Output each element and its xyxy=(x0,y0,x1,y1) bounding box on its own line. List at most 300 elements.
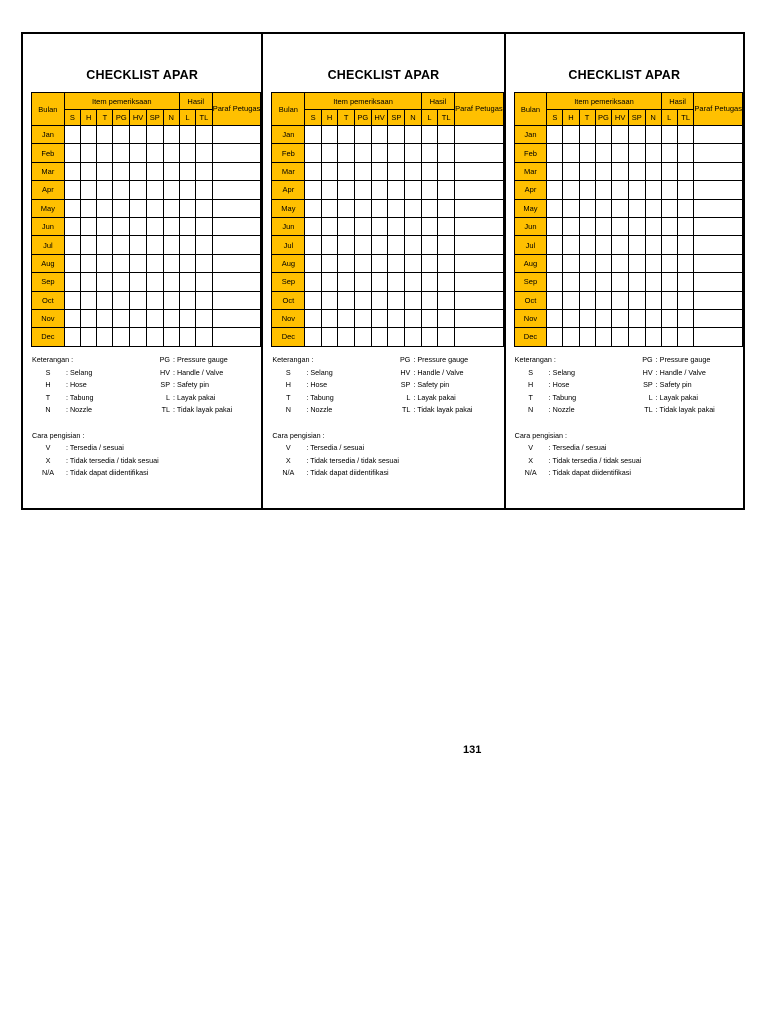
check-cell[interactable] xyxy=(321,144,338,162)
check-cell[interactable] xyxy=(97,181,113,199)
check-cell[interactable] xyxy=(97,162,113,180)
check-cell[interactable] xyxy=(661,199,677,217)
check-cell[interactable] xyxy=(661,273,677,291)
check-cell[interactable] xyxy=(612,309,629,327)
check-cell[interactable] xyxy=(645,309,661,327)
check-cell[interactable] xyxy=(371,328,388,346)
check-cell[interactable] xyxy=(421,181,438,199)
check-cell[interactable] xyxy=(179,254,195,272)
check-cell[interactable] xyxy=(81,236,97,254)
check-cell[interactable] xyxy=(547,199,563,217)
check-cell[interactable] xyxy=(438,162,455,180)
check-cell[interactable] xyxy=(354,254,371,272)
check-cell[interactable] xyxy=(645,291,661,309)
check-cell[interactable] xyxy=(354,273,371,291)
check-cell[interactable] xyxy=(628,199,645,217)
check-cell[interactable] xyxy=(163,291,179,309)
check-cell[interactable] xyxy=(595,126,612,144)
check-cell[interactable] xyxy=(179,199,195,217)
check-cell[interactable] xyxy=(163,162,179,180)
check-cell[interactable] xyxy=(212,162,261,180)
check-cell[interactable] xyxy=(677,273,694,291)
check-cell[interactable] xyxy=(130,254,147,272)
check-cell[interactable] xyxy=(421,328,438,346)
check-cell[interactable] xyxy=(388,144,405,162)
check-cell[interactable] xyxy=(405,309,422,327)
check-cell[interactable] xyxy=(547,273,563,291)
check-cell[interactable] xyxy=(661,309,677,327)
check-cell[interactable] xyxy=(321,181,338,199)
check-cell[interactable] xyxy=(146,144,163,162)
check-cell[interactable] xyxy=(579,309,595,327)
check-cell[interactable] xyxy=(81,181,97,199)
check-cell[interactable] xyxy=(563,309,579,327)
check-cell[interactable] xyxy=(212,199,261,217)
check-cell[interactable] xyxy=(113,144,130,162)
check-cell[interactable] xyxy=(305,199,321,217)
check-cell[interactable] xyxy=(455,328,504,346)
check-cell[interactable] xyxy=(338,217,354,235)
check-cell[interactable] xyxy=(405,144,422,162)
check-cell[interactable] xyxy=(455,144,504,162)
check-cell[interactable] xyxy=(694,236,743,254)
check-cell[interactable] xyxy=(612,291,629,309)
check-cell[interactable] xyxy=(612,328,629,346)
check-cell[interactable] xyxy=(628,181,645,199)
check-cell[interactable] xyxy=(212,273,261,291)
check-cell[interactable] xyxy=(146,254,163,272)
check-cell[interactable] xyxy=(438,126,455,144)
check-cell[interactable] xyxy=(64,181,80,199)
check-cell[interactable] xyxy=(405,126,422,144)
check-cell[interactable] xyxy=(163,181,179,199)
check-cell[interactable] xyxy=(612,144,629,162)
check-cell[interactable] xyxy=(196,273,213,291)
check-cell[interactable] xyxy=(64,162,80,180)
check-cell[interactable] xyxy=(97,328,113,346)
check-cell[interactable] xyxy=(628,162,645,180)
check-cell[interactable] xyxy=(661,144,677,162)
check-cell[interactable] xyxy=(113,162,130,180)
check-cell[interactable] xyxy=(113,291,130,309)
check-cell[interactable] xyxy=(113,309,130,327)
check-cell[interactable] xyxy=(305,254,321,272)
check-cell[interactable] xyxy=(305,236,321,254)
check-cell[interactable] xyxy=(388,273,405,291)
check-cell[interactable] xyxy=(130,162,147,180)
check-cell[interactable] xyxy=(81,273,97,291)
check-cell[interactable] xyxy=(146,291,163,309)
check-cell[interactable] xyxy=(196,236,213,254)
check-cell[interactable] xyxy=(405,291,422,309)
check-cell[interactable] xyxy=(321,162,338,180)
check-cell[interactable] xyxy=(595,162,612,180)
check-cell[interactable] xyxy=(305,328,321,346)
check-cell[interactable] xyxy=(677,126,694,144)
check-cell[interactable] xyxy=(563,254,579,272)
check-cell[interactable] xyxy=(371,217,388,235)
check-cell[interactable] xyxy=(354,126,371,144)
check-cell[interactable] xyxy=(677,309,694,327)
check-cell[interactable] xyxy=(579,217,595,235)
check-cell[interactable] xyxy=(405,181,422,199)
check-cell[interactable] xyxy=(212,126,261,144)
check-cell[interactable] xyxy=(388,291,405,309)
check-cell[interactable] xyxy=(371,254,388,272)
check-cell[interactable] xyxy=(547,126,563,144)
check-cell[interactable] xyxy=(81,254,97,272)
check-cell[interactable] xyxy=(595,273,612,291)
check-cell[interactable] xyxy=(146,236,163,254)
check-cell[interactable] xyxy=(694,199,743,217)
check-cell[interactable] xyxy=(338,309,354,327)
check-cell[interactable] xyxy=(212,217,261,235)
check-cell[interactable] xyxy=(694,181,743,199)
check-cell[interactable] xyxy=(196,328,213,346)
check-cell[interactable] xyxy=(661,162,677,180)
check-cell[interactable] xyxy=(547,254,563,272)
check-cell[interactable] xyxy=(64,328,80,346)
check-cell[interactable] xyxy=(612,199,629,217)
check-cell[interactable] xyxy=(163,126,179,144)
check-cell[interactable] xyxy=(547,144,563,162)
check-cell[interactable] xyxy=(338,236,354,254)
check-cell[interactable] xyxy=(661,181,677,199)
check-cell[interactable] xyxy=(113,217,130,235)
check-cell[interactable] xyxy=(81,126,97,144)
check-cell[interactable] xyxy=(455,291,504,309)
check-cell[interactable] xyxy=(179,126,195,144)
check-cell[interactable] xyxy=(405,199,422,217)
check-cell[interactable] xyxy=(455,126,504,144)
check-cell[interactable] xyxy=(661,254,677,272)
check-cell[interactable] xyxy=(579,181,595,199)
check-cell[interactable] xyxy=(595,144,612,162)
check-cell[interactable] xyxy=(677,181,694,199)
check-cell[interactable] xyxy=(130,217,147,235)
check-cell[interactable] xyxy=(338,273,354,291)
check-cell[interactable] xyxy=(388,254,405,272)
check-cell[interactable] xyxy=(563,291,579,309)
check-cell[interactable] xyxy=(321,273,338,291)
check-cell[interactable] xyxy=(371,273,388,291)
check-cell[interactable] xyxy=(163,254,179,272)
check-cell[interactable] xyxy=(612,236,629,254)
check-cell[interactable] xyxy=(547,309,563,327)
check-cell[interactable] xyxy=(628,309,645,327)
check-cell[interactable] xyxy=(579,273,595,291)
check-cell[interactable] xyxy=(196,291,213,309)
check-cell[interactable] xyxy=(196,199,213,217)
check-cell[interactable] xyxy=(455,162,504,180)
check-cell[interactable] xyxy=(595,254,612,272)
check-cell[interactable] xyxy=(338,181,354,199)
check-cell[interactable] xyxy=(694,309,743,327)
check-cell[interactable] xyxy=(179,291,195,309)
check-cell[interactable] xyxy=(388,199,405,217)
check-cell[interactable] xyxy=(146,126,163,144)
check-cell[interactable] xyxy=(388,181,405,199)
check-cell[interactable] xyxy=(338,162,354,180)
check-cell[interactable] xyxy=(388,328,405,346)
check-cell[interactable] xyxy=(388,162,405,180)
check-cell[interactable] xyxy=(338,254,354,272)
check-cell[interactable] xyxy=(563,328,579,346)
check-cell[interactable] xyxy=(595,309,612,327)
check-cell[interactable] xyxy=(438,254,455,272)
check-cell[interactable] xyxy=(438,181,455,199)
check-cell[interactable] xyxy=(579,199,595,217)
check-cell[interactable] xyxy=(212,144,261,162)
check-cell[interactable] xyxy=(212,236,261,254)
check-cell[interactable] xyxy=(645,181,661,199)
check-cell[interactable] xyxy=(438,328,455,346)
check-cell[interactable] xyxy=(113,199,130,217)
check-cell[interactable] xyxy=(677,217,694,235)
check-cell[interactable] xyxy=(677,291,694,309)
check-cell[interactable] xyxy=(547,328,563,346)
check-cell[interactable] xyxy=(421,236,438,254)
check-cell[interactable] xyxy=(179,309,195,327)
check-cell[interactable] xyxy=(212,309,261,327)
check-cell[interactable] xyxy=(677,236,694,254)
check-cell[interactable] xyxy=(645,162,661,180)
check-cell[interactable] xyxy=(146,309,163,327)
check-cell[interactable] xyxy=(677,328,694,346)
check-cell[interactable] xyxy=(595,217,612,235)
check-cell[interactable] xyxy=(130,328,147,346)
check-cell[interactable] xyxy=(179,328,195,346)
check-cell[interactable] xyxy=(354,328,371,346)
check-cell[interactable] xyxy=(455,309,504,327)
check-cell[interactable] xyxy=(612,273,629,291)
check-cell[interactable] xyxy=(628,328,645,346)
check-cell[interactable] xyxy=(455,217,504,235)
check-cell[interactable] xyxy=(438,144,455,162)
check-cell[interactable] xyxy=(595,328,612,346)
check-cell[interactable] xyxy=(163,328,179,346)
check-cell[interactable] xyxy=(321,291,338,309)
check-cell[interactable] xyxy=(371,126,388,144)
check-cell[interactable] xyxy=(179,162,195,180)
check-cell[interactable] xyxy=(694,254,743,272)
check-cell[interactable] xyxy=(130,273,147,291)
check-cell[interactable] xyxy=(305,162,321,180)
check-cell[interactable] xyxy=(130,291,147,309)
check-cell[interactable] xyxy=(179,236,195,254)
check-cell[interactable] xyxy=(405,254,422,272)
check-cell[interactable] xyxy=(81,291,97,309)
check-cell[interactable] xyxy=(661,291,677,309)
check-cell[interactable] xyxy=(321,217,338,235)
check-cell[interactable] xyxy=(97,309,113,327)
check-cell[interactable] xyxy=(163,217,179,235)
check-cell[interactable] xyxy=(405,217,422,235)
check-cell[interactable] xyxy=(438,217,455,235)
check-cell[interactable] xyxy=(64,199,80,217)
check-cell[interactable] xyxy=(81,162,97,180)
check-cell[interactable] xyxy=(179,217,195,235)
check-cell[interactable] xyxy=(305,181,321,199)
check-cell[interactable] xyxy=(64,236,80,254)
check-cell[interactable] xyxy=(645,144,661,162)
check-cell[interactable] xyxy=(694,144,743,162)
check-cell[interactable] xyxy=(455,199,504,217)
check-cell[interactable] xyxy=(97,199,113,217)
check-cell[interactable] xyxy=(677,199,694,217)
check-cell[interactable] xyxy=(354,181,371,199)
check-cell[interactable] xyxy=(97,217,113,235)
check-cell[interactable] xyxy=(97,144,113,162)
check-cell[interactable] xyxy=(563,236,579,254)
check-cell[interactable] xyxy=(338,199,354,217)
check-cell[interactable] xyxy=(97,126,113,144)
check-cell[interactable] xyxy=(146,328,163,346)
check-cell[interactable] xyxy=(579,254,595,272)
check-cell[interactable] xyxy=(354,199,371,217)
check-cell[interactable] xyxy=(547,162,563,180)
check-cell[interactable] xyxy=(371,144,388,162)
check-cell[interactable] xyxy=(563,181,579,199)
check-cell[interactable] xyxy=(563,273,579,291)
check-cell[interactable] xyxy=(338,328,354,346)
check-cell[interactable] xyxy=(579,162,595,180)
check-cell[interactable] xyxy=(579,126,595,144)
check-cell[interactable] xyxy=(321,328,338,346)
check-cell[interactable] xyxy=(338,126,354,144)
check-cell[interactable] xyxy=(179,273,195,291)
check-cell[interactable] xyxy=(645,254,661,272)
check-cell[interactable] xyxy=(563,144,579,162)
check-cell[interactable] xyxy=(81,199,97,217)
check-cell[interactable] xyxy=(628,254,645,272)
check-cell[interactable] xyxy=(321,236,338,254)
check-cell[interactable] xyxy=(179,181,195,199)
check-cell[interactable] xyxy=(677,162,694,180)
check-cell[interactable] xyxy=(321,126,338,144)
check-cell[interactable] xyxy=(354,236,371,254)
check-cell[interactable] xyxy=(694,217,743,235)
check-cell[interactable] xyxy=(371,199,388,217)
check-cell[interactable] xyxy=(421,309,438,327)
check-cell[interactable] xyxy=(579,236,595,254)
check-cell[interactable] xyxy=(354,217,371,235)
check-cell[interactable] xyxy=(421,144,438,162)
check-cell[interactable] xyxy=(163,273,179,291)
check-cell[interactable] xyxy=(354,309,371,327)
check-cell[interactable] xyxy=(64,309,80,327)
check-cell[interactable] xyxy=(421,254,438,272)
check-cell[interactable] xyxy=(196,126,213,144)
check-cell[interactable] xyxy=(64,273,80,291)
check-cell[interactable] xyxy=(405,162,422,180)
check-cell[interactable] xyxy=(438,236,455,254)
check-cell[interactable] xyxy=(421,126,438,144)
check-cell[interactable] xyxy=(694,273,743,291)
check-cell[interactable] xyxy=(628,273,645,291)
check-cell[interactable] xyxy=(595,291,612,309)
check-cell[interactable] xyxy=(645,328,661,346)
check-cell[interactable] xyxy=(547,217,563,235)
check-cell[interactable] xyxy=(130,236,147,254)
check-cell[interactable] xyxy=(371,309,388,327)
check-cell[interactable] xyxy=(163,309,179,327)
check-cell[interactable] xyxy=(371,291,388,309)
check-cell[interactable] xyxy=(388,309,405,327)
check-cell[interactable] xyxy=(645,217,661,235)
check-cell[interactable] xyxy=(64,217,80,235)
check-cell[interactable] xyxy=(421,291,438,309)
check-cell[interactable] xyxy=(113,328,130,346)
check-cell[interactable] xyxy=(694,291,743,309)
check-cell[interactable] xyxy=(81,328,97,346)
check-cell[interactable] xyxy=(354,291,371,309)
check-cell[interactable] xyxy=(579,144,595,162)
check-cell[interactable] xyxy=(595,236,612,254)
check-cell[interactable] xyxy=(163,144,179,162)
check-cell[interactable] xyxy=(563,217,579,235)
check-cell[interactable] xyxy=(179,144,195,162)
check-cell[interactable] xyxy=(595,199,612,217)
check-cell[interactable] xyxy=(113,236,130,254)
check-cell[interactable] xyxy=(305,273,321,291)
check-cell[interactable] xyxy=(130,309,147,327)
check-cell[interactable] xyxy=(146,217,163,235)
check-cell[interactable] xyxy=(547,181,563,199)
check-cell[interactable] xyxy=(371,181,388,199)
check-cell[interactable] xyxy=(130,144,147,162)
check-cell[interactable] xyxy=(130,181,147,199)
check-cell[interactable] xyxy=(677,144,694,162)
check-cell[interactable] xyxy=(645,199,661,217)
check-cell[interactable] xyxy=(113,126,130,144)
check-cell[interactable] xyxy=(97,236,113,254)
check-cell[interactable] xyxy=(405,236,422,254)
check-cell[interactable] xyxy=(146,162,163,180)
check-cell[interactable] xyxy=(579,328,595,346)
check-cell[interactable] xyxy=(321,254,338,272)
check-cell[interactable] xyxy=(212,328,261,346)
check-cell[interactable] xyxy=(196,309,213,327)
check-cell[interactable] xyxy=(212,181,261,199)
check-cell[interactable] xyxy=(113,273,130,291)
check-cell[interactable] xyxy=(163,236,179,254)
check-cell[interactable] xyxy=(97,291,113,309)
check-cell[interactable] xyxy=(563,162,579,180)
check-cell[interactable] xyxy=(305,126,321,144)
check-cell[interactable] xyxy=(438,309,455,327)
check-cell[interactable] xyxy=(694,328,743,346)
check-cell[interactable] xyxy=(661,217,677,235)
check-cell[interactable] xyxy=(97,254,113,272)
check-cell[interactable] xyxy=(645,273,661,291)
check-cell[interactable] xyxy=(196,254,213,272)
check-cell[interactable] xyxy=(321,199,338,217)
check-cell[interactable] xyxy=(438,291,455,309)
check-cell[interactable] xyxy=(354,144,371,162)
check-cell[interactable] xyxy=(388,236,405,254)
check-cell[interactable] xyxy=(64,126,80,144)
check-cell[interactable] xyxy=(130,199,147,217)
check-cell[interactable] xyxy=(661,236,677,254)
check-cell[interactable] xyxy=(661,328,677,346)
check-cell[interactable] xyxy=(455,273,504,291)
check-cell[interactable] xyxy=(645,236,661,254)
check-cell[interactable] xyxy=(645,126,661,144)
check-cell[interactable] xyxy=(97,273,113,291)
check-cell[interactable] xyxy=(371,236,388,254)
check-cell[interactable] xyxy=(81,217,97,235)
